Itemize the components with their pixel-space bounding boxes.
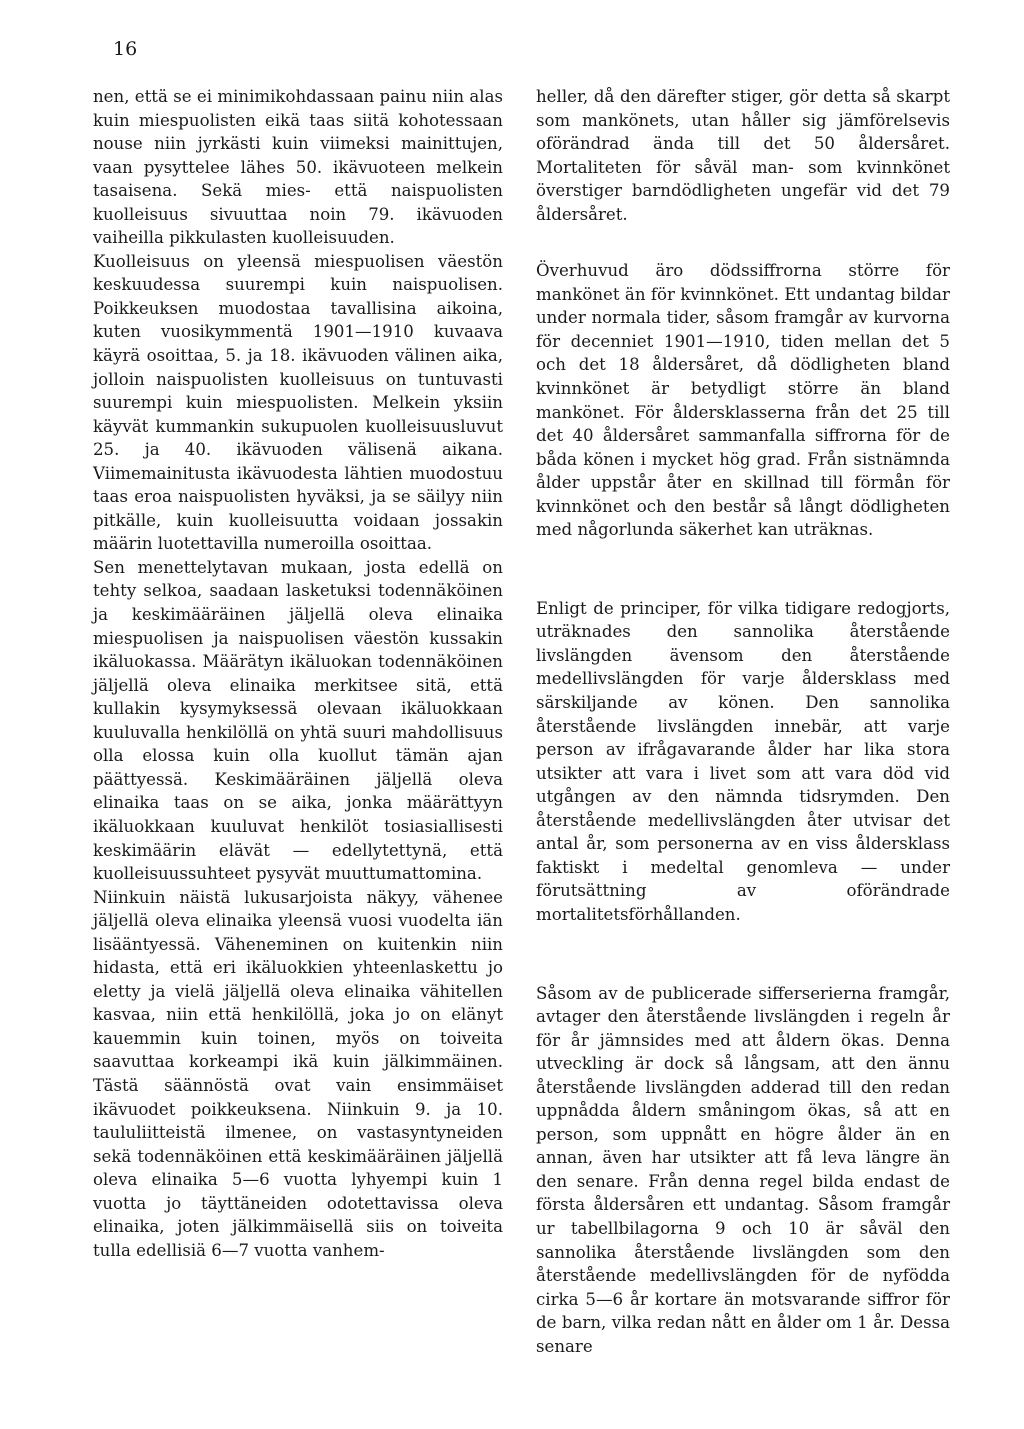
swedish-text-column <box>536 85 950 1358</box>
finnish-text-column <box>93 85 503 1262</box>
page-number: 16 <box>113 38 138 60</box>
paragraph-sv-3: Enligt de principer, för vilka tidigare redogjorts, uträknades den sannolika återstående livslängden ävensom den återstående medellivslängden för varje åldersklass med särskiljande av könen. Den sannolika återstående livslängden innebär, att varje person av ifrågavarande ålder har lika stora utsikter att vara i livet som att vara död vid utgången av den nämnda tidsrymden. Den återstående medellivslängden åter utvisar det antal år, som personerna av en viss åldersklass faktiskt i medeltal genomleva — under förutsättning av oförändrade mortalitetsförhållanden. <box>536 598 950 924</box>
paragraph-sv-4: Såsom av de publicerade sifferserierna framgår, avtager den återstående livslängden i regeln år för år jämnsides med att åldern ökas. Denna utveckling är dock så långsam, att den ännu återstående livslängden adderad till den redan uppnådda åldern småningom ökas, så att en person, som uppnått en högre ålder än en annan, även har utsikter att få leva längre än den senare. Från denna regel bilda endast de första åldersåren ett undantag. Såsom framgår ur tabellbilagorna 9 och 10 är såväl den sannolika återstående livslängden som den återstående medellivslängden för de nyfödda cirka 5—6 år kortare än motsvarande siffror för de barn, vilka redan nått en ålder om 1 år. Dessa senare <box>536 983 950 1356</box>
paragraph-fi-3: Sen menettelytavan mukaan, josta edellä on tehty selkoa, saadaan lasketuksi todennäköinen ja keskimääräinen jäljellä oleva elinaika miespuolisen ja naispuolisen väestön kussakin ikäluokassa. Määrätyn ikäluokan todennäköinen jäljellä oleva elinaika merkitsee sitä, että kullakin kysymyksessä olevaan ikäluokkaan kuuluvalla henkilöllä on yhtä suuri mahdollisuus olla elossa kuin olla kuollut tämän ajan päättyessä. Keskimääräinen jäljellä oleva elinaika taas on se aika, jonka määrättyyn ikäluokkaan kuuluvat henkilöt tosiasiallisesti keskimäärin elävät — edellytettynä, että kuolleisuussuhteet pysyvät muuttumattomina. <box>93 557 503 884</box>
paragraph-fi-4: Niinkuin näistä lukusarjoista näkyy, vähenee jäljellä oleva elinaika yleensä vuosi vuodelta iän lisääntyessä. Väheneminen on kuitenkin niin hidasta, että eri ikäluokkien yhteenlaskettu jo eletty ja vielä jäljellä oleva elinaika vähitellen kasvaa, niin että henkilöllä, joka jo on elänyt kauemmin kuin toinen, myös on toiveita saavuttaa korkeampi ikä kuin jälkimmäinen. Tästä säännöstä ovat vain ensimmäiset ikävuodet poikkeuksena. Niinkuin 9. ja 10. taululiitteistä ilmenee, on vastasyntyneiden sekä todennäköinen että keskimääräinen jäljellä oleva elinaika 5—6 vuotta lyhyempi kuin 1 vuotta jo täyttäneiden odotettavissa oleva elinaika, joten jälkimmäisellä siis on toiveita tulla edellisiä 6—7 vuotta vanhem- <box>93 887 503 1260</box>
paragraph-sv-1: heller, då den därefter stiger, gör detta så skarpt som mankönets, utan håller sig jämförelsevis oförändrad ända till det 50 åldersåret. Mortaliteten för såväl man- som kvinnkönet överstiger barndödligheten ungefär vid det 79 åldersåret. <box>536 87 950 224</box>
paragraph-sv-2: Överhuvud äro dödssiffrorna större för mankönet än för kvinnkönet. Ett undantag bildar under normala tider, såsom framgår av kurvorna för decenniet 1901—1910, tiden mellan det 5 och det 18 åldersåret, då dödligheten bland kvinnkönet är betydligt större än bland mankönet. För åldersklasserna från det 25 till det 40 åldersåret sammanfalla siffrorna för de båda könen i mycket hög grad. Från sistnämnda ålder uppstår åter en skillnad till förmån för kvinnkönet och den består så långt dödligheten med någorlunda säkerhet kan uträknas. <box>536 261 950 540</box>
paragraph-fi-1: nen, että se ei minimikohdassaan painu niin alas kuin miespuolisten eikä taas siitä kohotessaan nouse niin jyrkästi kuin viimeksi mainittujen, vaan pysyttelee lähes 50. ikävuoteen melkein tasaisena. Sekä mies- että naispuolisten kuolleisuus sivuuttaa noin 79. ikävuoden vaiheilla pikkulasten kuolleisuuden. <box>93 87 503 248</box>
paragraph-fi-2: Kuolleisuus on yleensä miespuolisen väestön keskuudessa suurempi kuin naispuolisen. Poikkeuksen muodostaa tavallisina aikoina, kuten vuosikymmentä 1901—1910 kuvaava käyrä osoittaa, 5. ja 18. ikävuoden välinen aika, jolloin naispuolisten kuolleisuus on tuntuvasti suurempi kuin miespuolisten. Melkein yksiin käyvät kummankin sukupuolen kuolleisuusluvut 25. ja 40. ikävuoden välisenä aikana. Viimemainitusta ikävuodesta lähtien muodostuu taas eroa naispuolisten hyväksi, ja se säilyy niin pitkälle, kuin kuolleisuutta voidaan jossakin määrin luotettavilla numeroilla osoittaa. <box>93 251 503 554</box>
